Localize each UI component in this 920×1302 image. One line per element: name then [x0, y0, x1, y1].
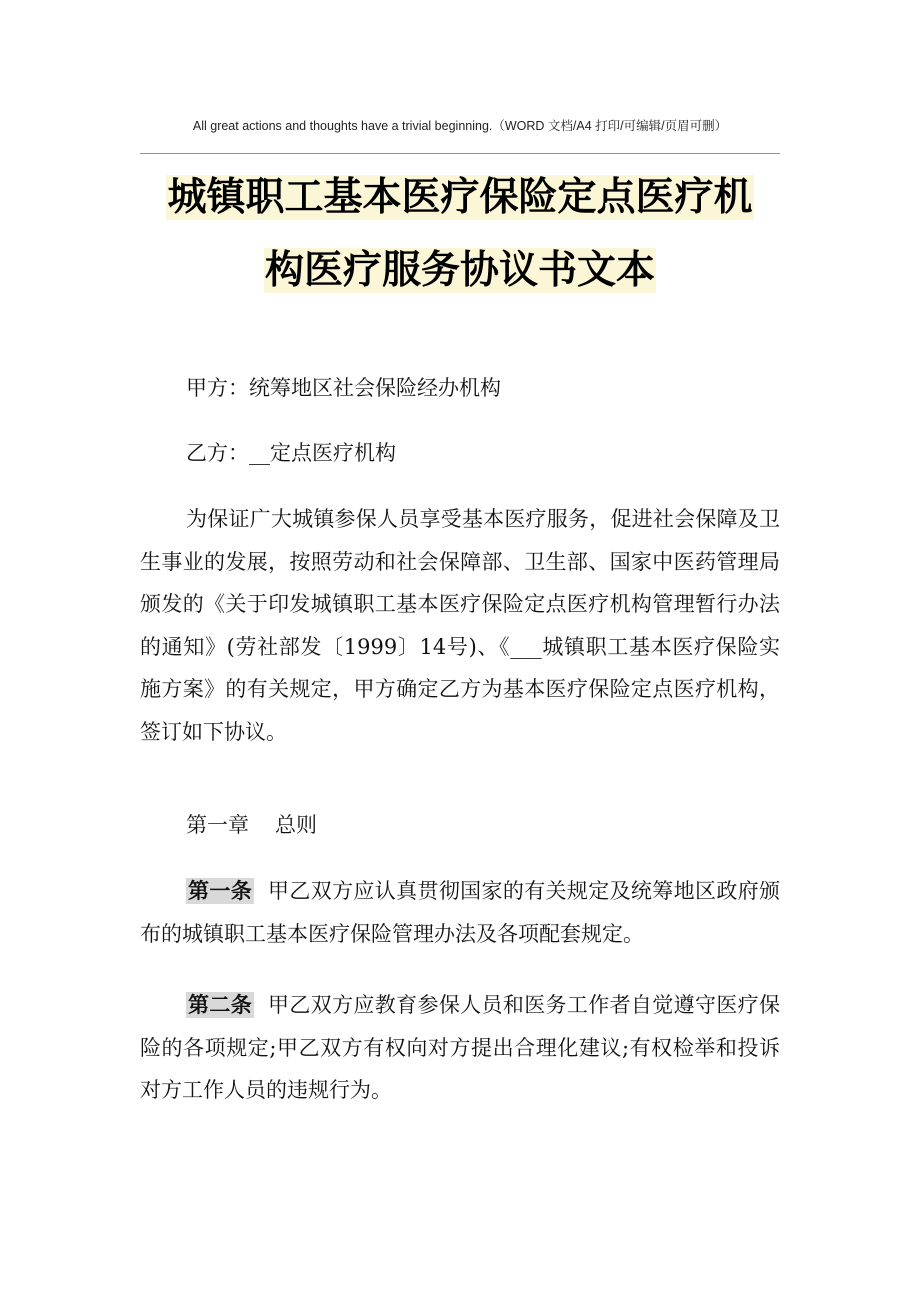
chapter-title: 总则 [275, 813, 317, 837]
article-2 [140, 984, 780, 1112]
document-title-line-2 [140, 243, 780, 299]
article-1 [140, 870, 780, 955]
article-1-text: 甲乙双方应认真贯彻国家的有关规定及统筹地区政府颁布的城镇职工基本医疗保险管理办法及各项配套规定。 [140, 879, 781, 946]
title-text-1: 城镇职工基本医疗保险定点医疗机 [167, 175, 753, 220]
chapter-heading [140, 804, 780, 847]
party-a: 甲方：统筹地区社会保险经办机构 [186, 376, 501, 400]
title-text-2: 构医疗服务协议书文本 [264, 248, 655, 293]
article-1-label: 第一条 [188, 879, 253, 903]
article-2-label: 第二条 [188, 993, 253, 1017]
document-title-line-1 [140, 170, 780, 226]
chapter-number: 第一章 [186, 813, 249, 837]
header-divider [140, 153, 780, 154]
intro-paragraph: 为保证广大城镇参保人员享受基本医疗服务，促进社会保障及卫生事业的发展，按照劳动和社会保障部、卫生部、国家中医药管理局颁发的《关于印发城镇职工基本医疗保险定点医疗机构管理暂行办法的通知》(劳社部发〔1999〕14号)、《___城镇职工基本医疗保险实施方案》的有关规定，甲方确定乙方为基本医疗保险定点医疗机构，签订如下协议。 [140, 507, 780, 744]
article-2-text: 甲乙双方应教育参保人员和医务工作者自觉遵守医疗保险的各项规定;甲乙双方有权向对方提出合理化建议;有权检举和投诉对方工作人员的违规行为。 [140, 993, 781, 1102]
page-header-text: All great actions and thoughts have a trivial beginning.（WORD 文档/A4 打印/可编辑/页眉可删） [192, 119, 728, 133]
party-b: 乙方：__定点医疗机构 [186, 441, 396, 465]
